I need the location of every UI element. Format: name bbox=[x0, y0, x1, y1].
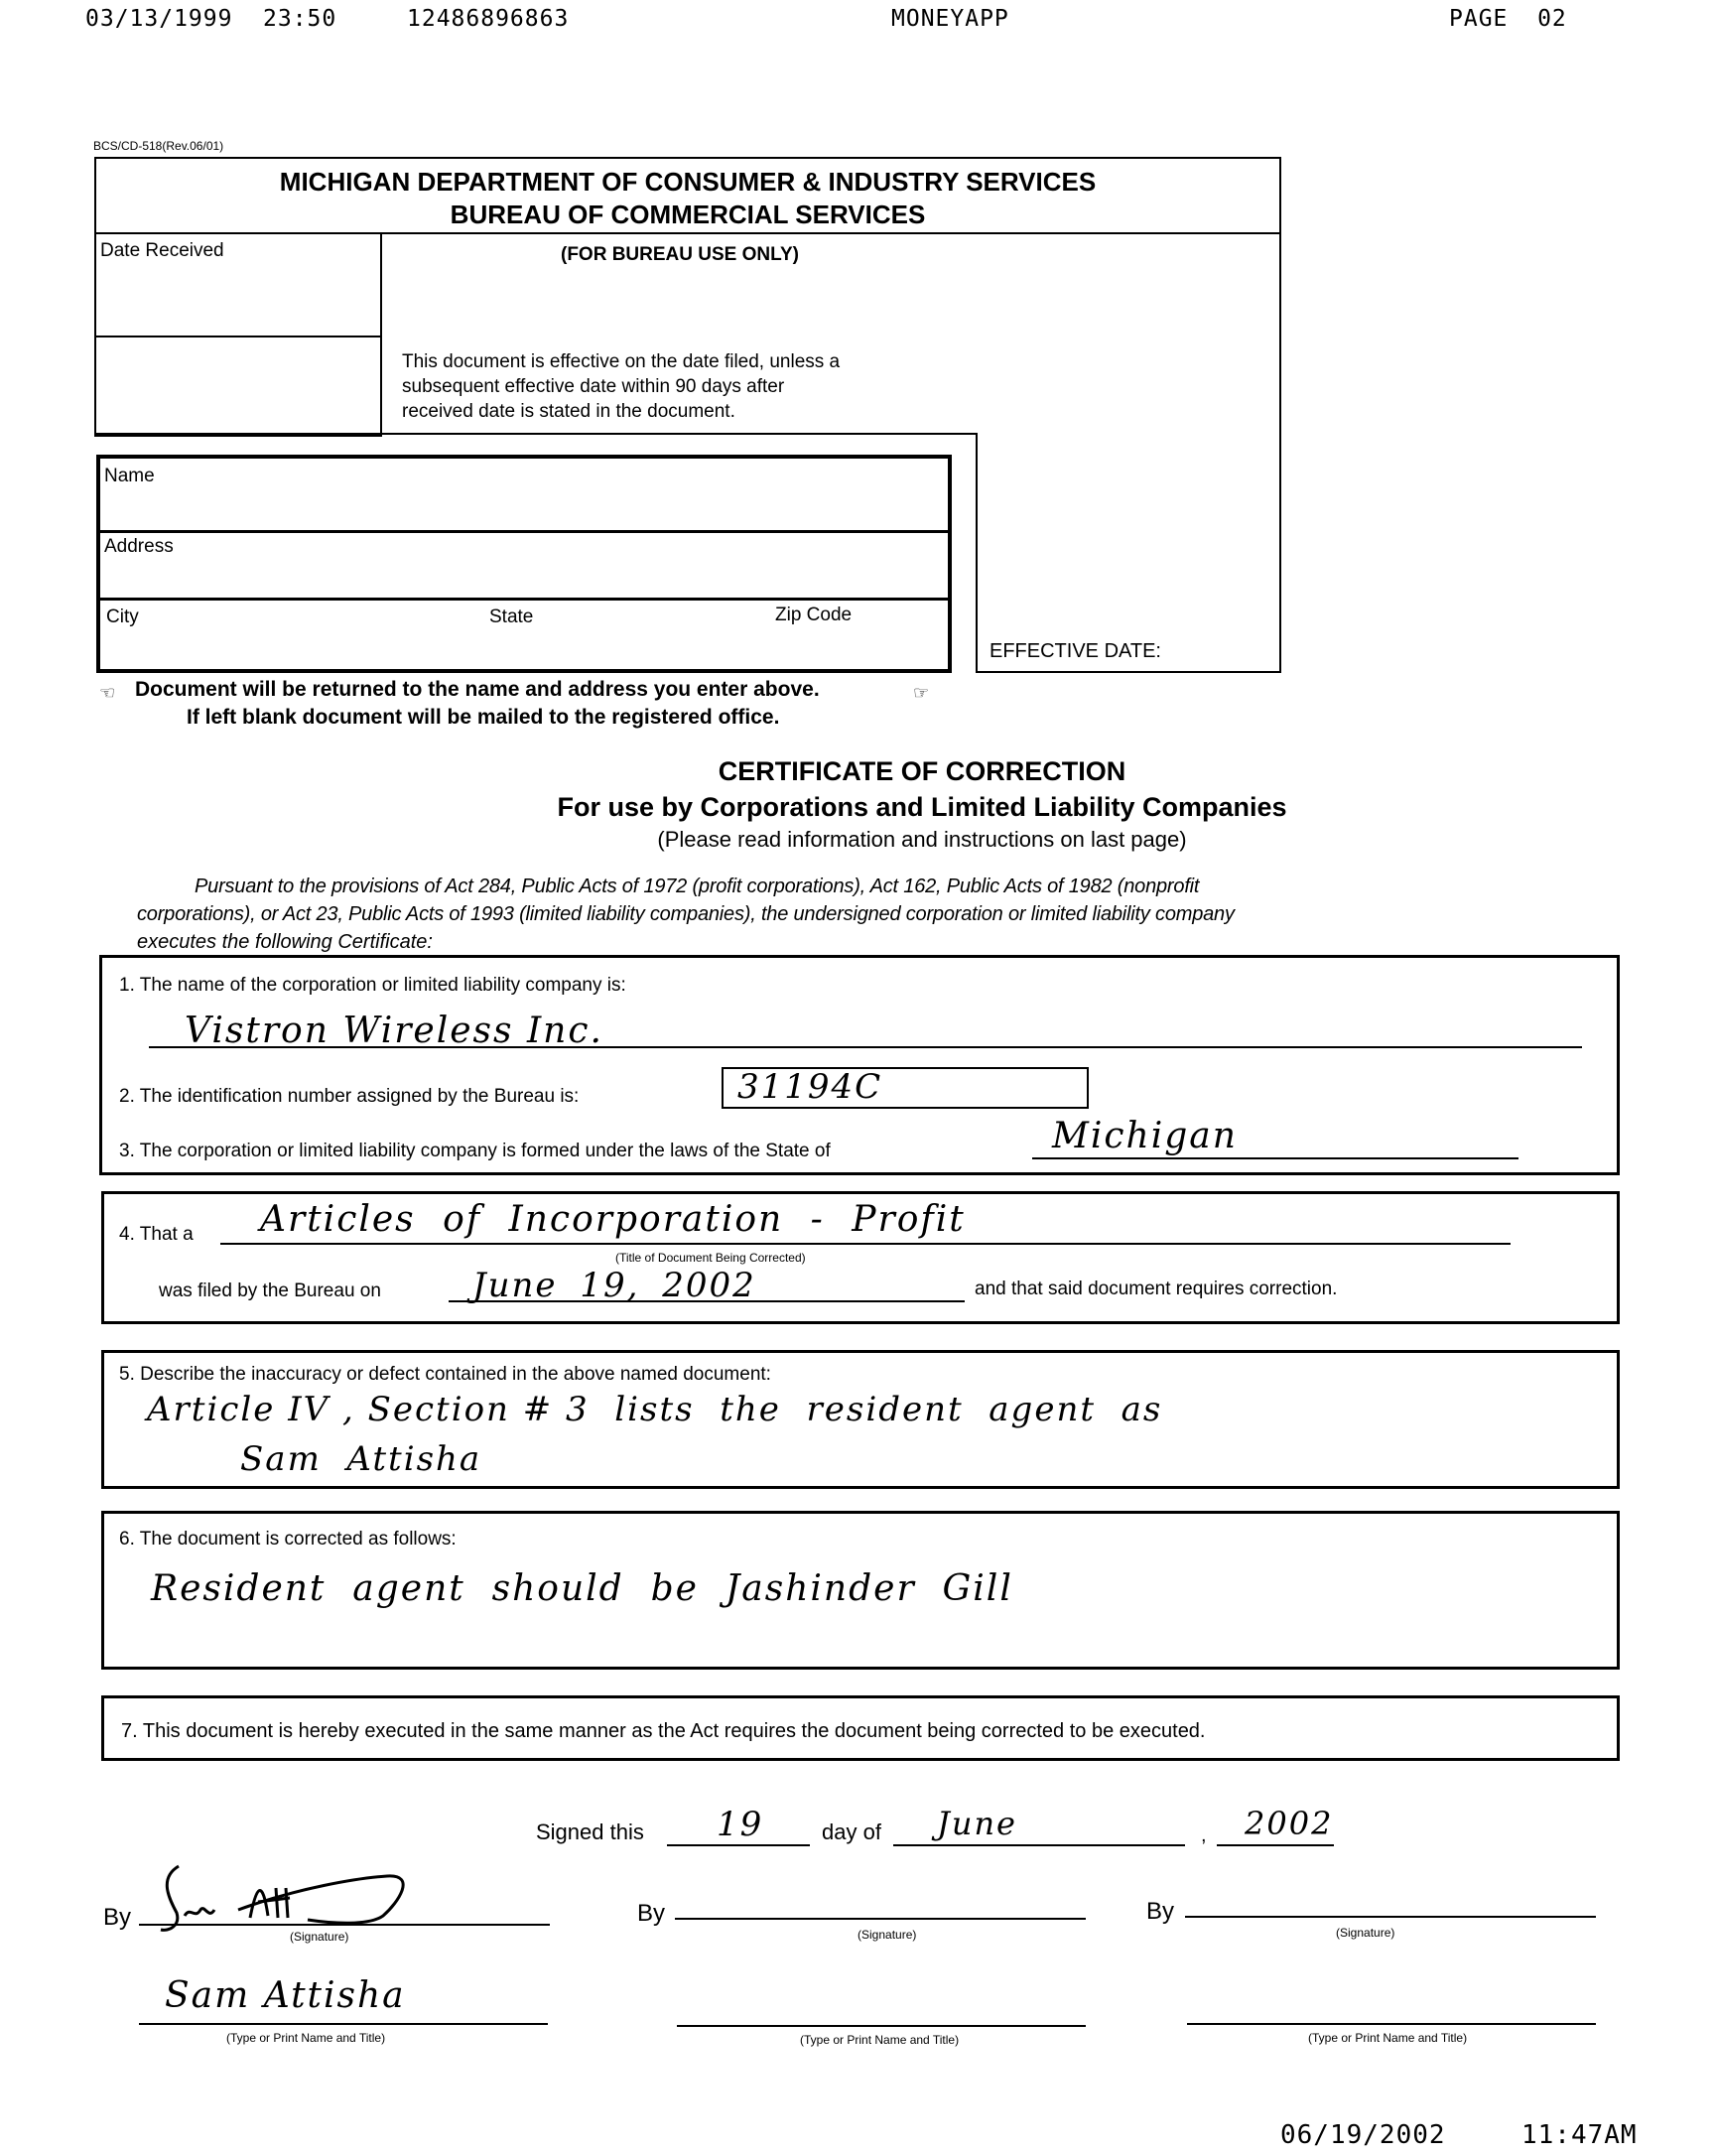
fax-footer-time: 11:47AM bbox=[1521, 2120, 1638, 2150]
divider bbox=[94, 433, 978, 435]
date-received-box bbox=[94, 232, 382, 337]
effective-note bbox=[402, 349, 840, 424]
instructions-note: (Please read information and instructions on last page) bbox=[657, 827, 1187, 852]
item-1-underline bbox=[149, 1046, 1582, 1048]
fax-sender: MONEYAPP bbox=[891, 6, 1009, 32]
signer-3-by-label: By bbox=[1146, 1898, 1175, 1925]
item-4-prefix: 4. That a bbox=[119, 1224, 194, 1245]
zip-code-label: Zip Code bbox=[775, 605, 853, 625]
item-5-value-line-2[interactable]: Sam Attisha bbox=[240, 1439, 482, 1479]
signed-this-label: Signed this bbox=[536, 1819, 644, 1844]
day-underline bbox=[667, 1844, 810, 1846]
right-pointer-icon: ☞ bbox=[913, 683, 930, 703]
signer-1-signature-caption: (Signature) bbox=[290, 1930, 349, 1944]
agency-line-2: BUREAU OF COMMERCIAL SERVICES bbox=[450, 200, 926, 229]
item-3-value[interactable]: Michigan bbox=[1052, 1116, 1238, 1156]
signer-1-print-line bbox=[139, 2023, 548, 2025]
signer-2-signature-line[interactable] bbox=[675, 1918, 1086, 1920]
signer-2-print-caption: (Type or Print Name and Title) bbox=[800, 2033, 960, 2047]
year-underline bbox=[1217, 1844, 1334, 1846]
city-label: City bbox=[106, 606, 139, 627]
item-4-filed-label: was filed by the Bureau on bbox=[159, 1280, 381, 1301]
fax-footer-date: 06/19/2002 bbox=[1280, 2120, 1446, 2150]
signer-3-signature-caption: (Signature) bbox=[1336, 1926, 1395, 1940]
comma: , bbox=[1201, 1824, 1207, 1846]
item-3-underline bbox=[1032, 1157, 1518, 1159]
signer-3-print-line[interactable] bbox=[1187, 2023, 1596, 2025]
item-7-label: 7. This document is hereby executed in the same manner as the Act requires the document being corrected to be executed. bbox=[121, 1720, 1206, 1742]
preamble-line-2: corporations), or Act 23, Public Acts of 1993 (limited liability companies), the undersigned corporation or limited liability company bbox=[137, 903, 1235, 925]
city-state-zip-field[interactable] bbox=[100, 601, 948, 670]
signer-1-signature[interactable] bbox=[139, 1858, 536, 1938]
date-received-stamp-box bbox=[94, 336, 382, 437]
effective-date-label: EFFECTIVE DATE: bbox=[989, 640, 1161, 662]
certificate-title: CERTIFICATE OF CORRECTION bbox=[718, 756, 1126, 786]
address-field[interactable] bbox=[100, 530, 948, 601]
item-1-label: 1. The name of the corporation or limited liability company is: bbox=[119, 975, 626, 996]
signer-2-signature-caption: (Signature) bbox=[858, 1928, 917, 1942]
certificate-subtitle: For use by Corporations and Limited Liability Companies bbox=[557, 792, 1287, 822]
preamble-line-3: executes the following Certificate: bbox=[137, 931, 433, 953]
name-field[interactable] bbox=[100, 459, 948, 533]
day-value[interactable]: 19 bbox=[717, 1805, 764, 1844]
item-4-value[interactable]: Articles of Incorporation - Profit bbox=[260, 1199, 966, 1240]
item-4-filed-underline bbox=[449, 1300, 965, 1302]
item-2-value: 31194C bbox=[737, 1067, 883, 1107]
fax-phone: 12486896863 bbox=[407, 6, 570, 32]
effective-note-line-2: subsequent effective date within 90 days after bbox=[402, 376, 785, 397]
name-label: Name bbox=[104, 466, 155, 486]
signer-2-by-label: By bbox=[637, 1900, 666, 1927]
fax-page: PAGE 02 bbox=[1449, 6, 1567, 32]
signer-1-signature-line bbox=[139, 1924, 550, 1926]
item-5-value-line-1[interactable]: Article IV , Section # 3 lists the resident agent as bbox=[147, 1390, 1163, 1429]
effective-note-line-3: received date is stated in the document. bbox=[402, 401, 735, 422]
item-6-value[interactable]: Resident agent should be Jashinder Gill bbox=[151, 1568, 1013, 1609]
item-6-label: 6. The document is corrected as follows: bbox=[119, 1529, 457, 1550]
left-pointer-icon: ☜ bbox=[99, 683, 116, 703]
return-address-box bbox=[96, 455, 952, 673]
day-of-label: day of bbox=[822, 1819, 881, 1844]
signer-1-print-name[interactable]: Sam Attisha bbox=[165, 1975, 406, 2016]
signer-3-print-caption: (Type or Print Name and Title) bbox=[1308, 2031, 1468, 2045]
agency-line-1: MICHIGAN DEPARTMENT OF CONSUMER & INDUSTRY SERVICES bbox=[279, 167, 1097, 197]
item-2-label: 2. The identification number assigned by the Bureau is: bbox=[119, 1086, 580, 1107]
effective-date-box bbox=[976, 433, 1281, 673]
item-4-suffix: and that said document requires correction. bbox=[975, 1279, 1338, 1299]
fax-time: 23:50 bbox=[263, 6, 337, 32]
item-4-underline bbox=[220, 1243, 1511, 1245]
bureau-use-label: (FOR BUREAU USE ONLY) bbox=[561, 244, 799, 265]
state-label: State bbox=[489, 606, 534, 627]
year-value[interactable]: 2002 bbox=[1245, 1805, 1334, 1842]
signer-1-by-label: By bbox=[103, 1904, 132, 1931]
fax-date: 03/13/1999 bbox=[85, 6, 233, 32]
signer-3-signature-line[interactable] bbox=[1185, 1916, 1596, 1918]
item-3-label: 3. The corporation or limited liability company is formed under the laws of the State of bbox=[119, 1141, 831, 1161]
month-underline bbox=[893, 1844, 1185, 1846]
item-5-label: 5. Describe the inaccuracy or defect contained in the above named document: bbox=[119, 1364, 771, 1385]
effective-note-line-1: This document is effective on the date filed, unless a bbox=[402, 351, 841, 372]
item-2-field[interactable] bbox=[722, 1067, 1089, 1109]
date-received-label: Date Received bbox=[100, 240, 224, 261]
form-id: BCS/CD-518(Rev.06/01) bbox=[93, 139, 224, 153]
item-4-caption: (Title of Document Being Corrected) bbox=[615, 1251, 806, 1265]
return-note-line-2: If left blank document will be mailed to the registered office. bbox=[187, 706, 780, 729]
agency-header-box bbox=[94, 157, 1281, 234]
month-value[interactable]: June bbox=[937, 1805, 1017, 1842]
item-1-value[interactable]: Vistron Wireless Inc. bbox=[185, 1011, 603, 1051]
return-note-line-1: Document will be returned to the name and address you enter above. bbox=[135, 678, 820, 701]
signer-2-print-line[interactable] bbox=[677, 2025, 1086, 2027]
address-label: Address bbox=[104, 536, 174, 557]
item-4-filed-value[interactable]: June 19, 2002 bbox=[472, 1266, 756, 1305]
preamble-line-1: Pursuant to the provisions of Act 284, Public Acts of 1972 (profit corporations), Act 162, Public Acts of 1982 (nonprofit bbox=[195, 876, 1200, 897]
signer-1-print-caption: (Type or Print Name and Title) bbox=[226, 2031, 386, 2045]
